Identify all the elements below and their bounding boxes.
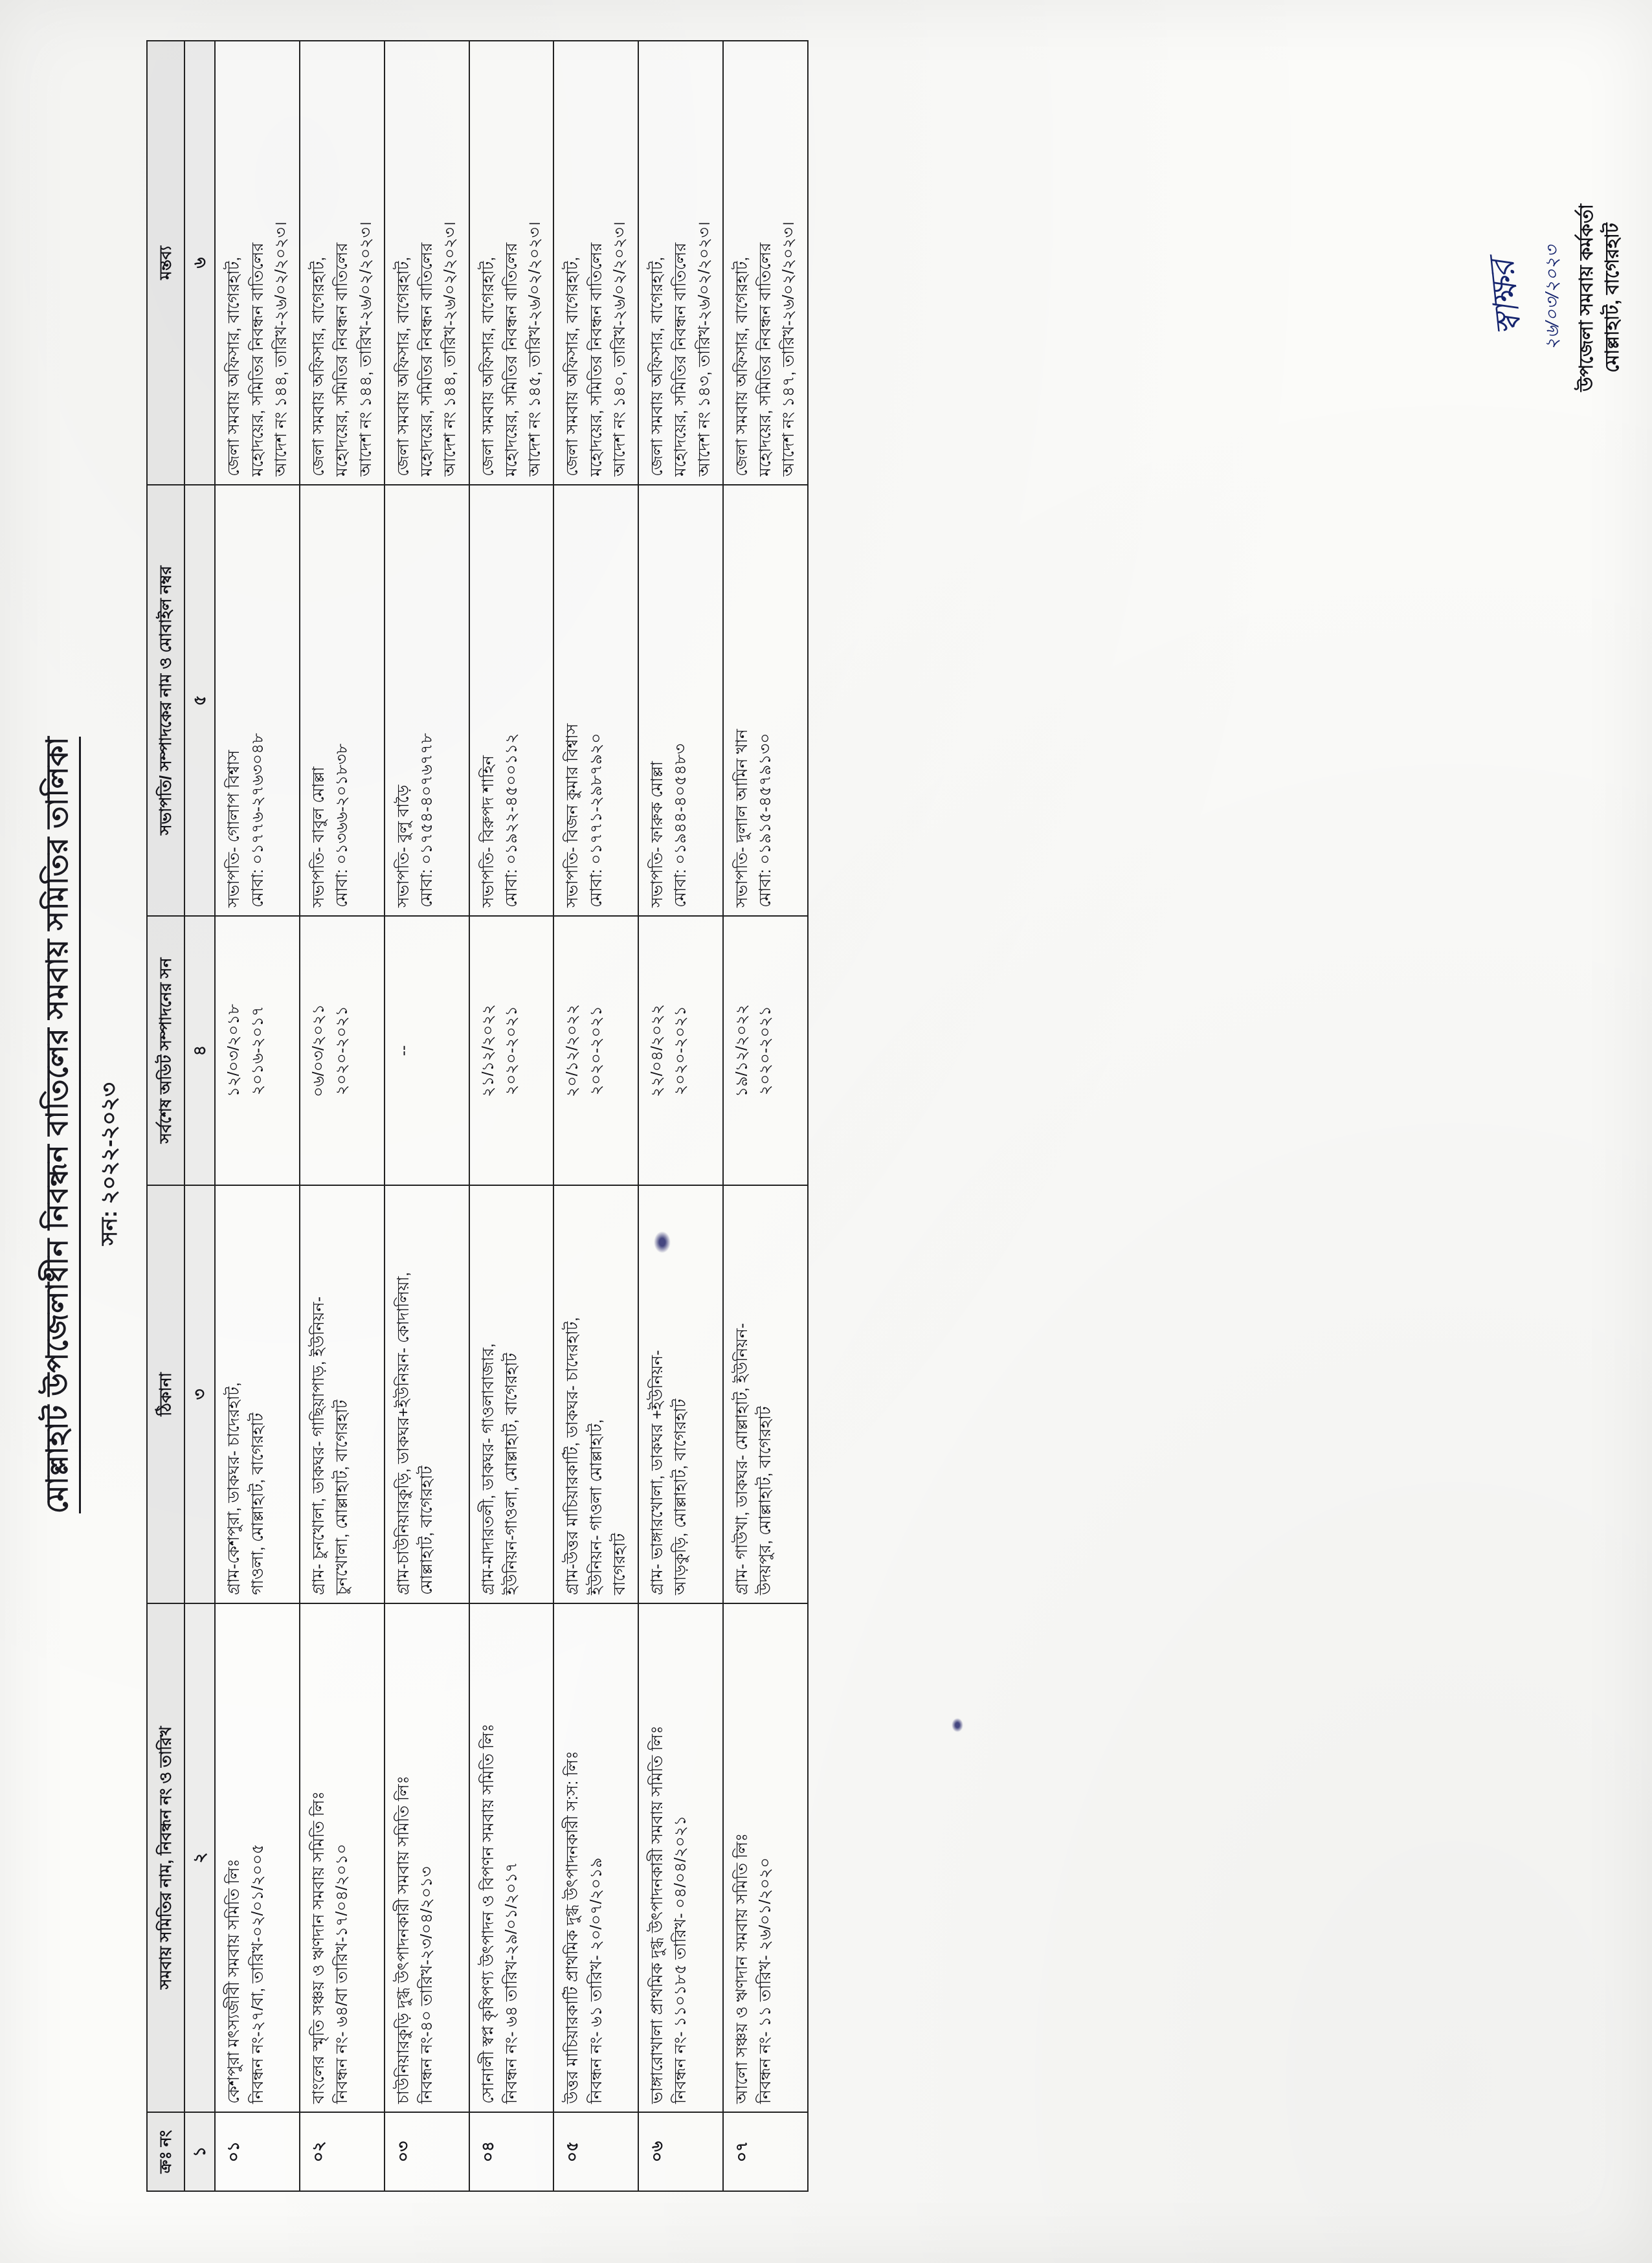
president-mobile-line: মোবা: ০১৯২২-৪৫০০১১২ (502, 733, 520, 908)
society-reg-line: নিবন্ধন নং- ৬৪/বা তারিখ-১৭/০৪/২০১০ (333, 1844, 352, 2104)
cell-president (215, 485, 300, 916)
page-title: মোল্লাহাট উপজেলাধীন নিবন্ধন বাতিলের সমবায় সমিতির তালিকা (39, 737, 81, 1514)
colnum-1: ১ (184, 2112, 216, 2191)
remark-line: মহোদয়ের, সমিতির নিবন্ধন বাতিলের (756, 242, 775, 476)
address-line: চুনখোলা, মোল্লাহাট, বাগেরহাট (333, 1399, 352, 1595)
president-name-line: সভাপতি- ফারুক মোল্লা (648, 761, 667, 908)
cell-serial: ০৭ (723, 2112, 808, 2191)
audit-year-line: ২০১৬-২০১৭ (248, 1005, 267, 1096)
society-name-line: সোনালী স্বপ্ন কৃষিপণ্য উৎপাদন ও বিপণন সমবায় সমিতি লিঃ (478, 1723, 497, 2104)
society-reg-line: নিবন্ধন নং- ৬১ তারিখ- ২০/০৭/২০১৯ (586, 1857, 605, 2104)
cell-serial: ০৩ (385, 2112, 469, 2191)
cell-society-name (723, 1603, 808, 2112)
society-name-line: চাউনিয়ারকুড়ি দুগ্ধ উৎপাদনকারী সমবায় সমিতি লিঃ (394, 1776, 412, 2104)
remark-line: আদেশ নং ১৪০, তারিখ-২৬/০২/২০২৩। (610, 221, 629, 476)
cell-remarks (215, 41, 300, 485)
header-row (147, 41, 184, 2191)
cell-serial: ০৫ (553, 2112, 638, 2191)
remark-line: জেলা সমবায় অফিসার, বাগেরহাট, (648, 256, 667, 476)
address-line: উদয়পুর, মোল্লাহাট, বাগেরহাট (756, 1406, 775, 1595)
president-name-line: সভাপতি- বাবুল মোল্লা (309, 766, 328, 908)
cell-president (553, 485, 638, 916)
table-row (723, 41, 808, 2191)
signature-block (1479, 97, 1626, 498)
cell-serial: ০২ (300, 2112, 385, 2191)
colnum-2: ২ (184, 1603, 216, 2112)
cell-society-name (638, 1603, 723, 2112)
cell-last-audit (300, 916, 385, 1185)
cell-society-name (215, 1603, 300, 2112)
colnum-3: ৩ (184, 1185, 216, 1603)
remark-line: জেলা সমবায় অফিসার, বাগেরহাট, (225, 256, 243, 476)
cell-serial: ০১ (215, 2112, 300, 2191)
president-mobile-line: মোবা: ০১৭৭৬-২৭৬৩০৪৮ (248, 733, 267, 908)
cell-address (553, 1185, 638, 1603)
cell-society-name (300, 1603, 385, 2112)
address-line: গ্রাম-চাউনিয়ারকুড়ি, ডাকঘর+ইউনিয়ন- কোদালিয়া, (394, 1272, 412, 1595)
cell-address (638, 1185, 723, 1603)
table-row (385, 41, 469, 2191)
cell-address (300, 1185, 385, 1603)
audit-date-line: ২১/১২/২০২২ (478, 1004, 497, 1097)
ink-smudge (952, 1718, 963, 1732)
audit-date-line: ২২/০৪/২০২২ (648, 1004, 667, 1097)
table-row (300, 41, 385, 2191)
header-society-name: সমবায় সমিতির নাম, নিবন্ধন নং ও তারিখ (147, 1603, 184, 2112)
president-name-line: সভাপতি- বিরুপদ শাহিন (478, 755, 497, 908)
president-name-line: সভাপতি- বিজন কুমার বিশ্বাস (563, 723, 582, 908)
audit-date-line: ১২/০৩/২০১৮ (225, 1004, 243, 1097)
address-line: ইউনিয়ন- গাওলা মোল্লাহাট, (586, 1419, 605, 1595)
audit-year-line: ২০২০-২০২১ (756, 1005, 775, 1096)
audit-year-line: ২০২০-২০২১ (671, 1005, 690, 1096)
header-last-audit: সর্বশেষ অডিট সম্পাদনের সন (147, 916, 184, 1185)
president-mobile-line: মোবা: ০১৯১৫-৪৫৭৯১৩০ (756, 733, 775, 908)
header-remarks: মন্তব্য (147, 41, 184, 485)
remark-line: মহোদয়ের, সমিতির নিবন্ধন বাতিলের (586, 242, 605, 476)
address-line: আড়কুড়ি, মোল্লাহাট, বাগেরহাট (671, 1399, 690, 1595)
table-head (147, 41, 216, 2191)
society-name-line: আলো সঞ্চয় ও ঋণদান সমবায় সমিতি লিঃ (732, 1833, 751, 2104)
remark-line: আদেশ নং ১৪৩, তারিখ-২৬/০২/২০২৩। (695, 221, 713, 476)
address-line: গ্রাম-কেশপুরা, ডাকঘর- চাদেরহাট, (225, 1382, 243, 1595)
president-name-line: সভাপতি- গোলাপ বিশ্বাস (225, 750, 243, 908)
society-reg-line: নিবন্ধন নং- ১১ তারিখ- ২৬/০১/২০২০ (756, 1857, 775, 2104)
cell-remarks (300, 41, 385, 485)
column-number-row (184, 41, 216, 2191)
header-serial: ক্রঃ নং (147, 2112, 184, 2191)
cell-society-name (469, 1603, 554, 2112)
president-mobile-line: মোবা: ০১৭৭১-২৯৮৭৯২০ (586, 733, 605, 908)
remark-line: জেলা সমবায় অফিসার, বাগেরহাট, (563, 256, 582, 476)
address-line: ইউনিয়ন-গাওলা, মোল্লাহাট, বাগেরহাট (502, 1353, 520, 1595)
audit-year-line: ২০২০-২০২১ (502, 1005, 520, 1096)
society-reg-line: নিবন্ধন নং- ৬৪ তারিখ-২৯/০১/২০১৭ (502, 1862, 520, 2104)
society-name-line: কেশপুরা মৎস্যজীবী সমবায় সমিতি লিঃ (225, 1858, 243, 2104)
signature-date: ২৬/০৩/২০২৩ (1541, 245, 1562, 350)
address-line: গ্রাম- গাউখা, ডাকঘর- মোল্লাহাট, ইউনিয়ন- (732, 1322, 751, 1595)
table-row (469, 41, 554, 2191)
remark-line: জেলা সমবায় অফিসার, বাগেরহাট, (394, 256, 412, 476)
cell-president (300, 485, 385, 916)
president-mobile-line: মোবা: ০১৩৬৬-২০১৮৩৮ (333, 743, 352, 908)
audit-date-line: ২০/১২/২০২২ (563, 1004, 582, 1097)
address-line: গ্রাম-মাদারতলী, ডাকঘর- গাওলাবাজার, (478, 1343, 497, 1595)
society-name-line: ভাঙ্গারোখালা প্রাথমিক দুগ্ধ উৎপাদনকারী সমবায় সমিতি লিঃ (648, 1725, 667, 2104)
cell-society-name (553, 1603, 638, 2112)
table-row (215, 41, 300, 2191)
remark-line: আদেশ নং ১৪৫, তারিখ-২৬/০২/২০২৩। (526, 221, 544, 476)
society-reg-line: নিবন্ধন নং- ১১০১৮৫ তারিখ- ০৪/০৪/২০২১ (671, 1815, 690, 2104)
remark-line: আদেশ নং ১৪৭, তারিখ-২৬/০২/২০২৩। (779, 221, 798, 476)
header-address: ঠিকানা (147, 1185, 184, 1603)
president-name-line: সভাপতি- দুলাল আমিন খান (732, 729, 751, 908)
cell-last-audit (215, 916, 300, 1185)
signatory-designation-line1: উপজেলা সমবায় কর্মকর্তা (1576, 204, 1597, 392)
remark-line: মহোদয়ের, সমিতির নিবন্ধন বাতিলের (502, 242, 520, 476)
audit-date-line: ০৬/০৩/২০২১ (309, 1004, 328, 1097)
remark-line: মহোদয়ের, সমিতির নিবন্ধন বাতিলের (248, 242, 267, 476)
cell-last-audit (385, 916, 469, 1185)
cell-address (215, 1185, 300, 1603)
address-line: গ্রাম-উত্তর মাচিয়ারকাটি, ডাকঘর- চাদেরহাট, (563, 1317, 582, 1595)
cell-serial: ০৪ (469, 2112, 554, 2191)
society-name-line: বাংলের স্মৃতি সঞ্চয় ও ঋণদান সমবায় সমিতি লিঃ (309, 1791, 328, 2104)
cell-remarks (638, 41, 723, 485)
president-mobile-line: মোবা: ০১৭৫৪-৪০৭৬৭৭৮ (418, 733, 436, 908)
society-name-line: উত্তর মাচিয়ারকাটি প্রাথমিক দুগ্ধ উৎপাদনকারী স:স: লিঃ (563, 1750, 582, 2104)
cell-address (723, 1185, 808, 1603)
table-body (215, 41, 807, 2191)
audit-date-line: ১৯/১২/২০২২ (732, 1004, 751, 1097)
society-reg-line: নিবন্ধন নং-৪০ তারিখ-২৩/০৪/২০১৩ (418, 1866, 436, 2104)
cell-society-name (385, 1603, 469, 2112)
table-row (638, 41, 723, 2191)
colnum-4: ৪ (184, 916, 216, 1185)
signatory-designation-line2: মোল্লাহাট, বাগেরহাট (1602, 223, 1624, 373)
cell-last-audit (638, 916, 723, 1185)
cell-last-audit (469, 916, 554, 1185)
remark-line: জেলা সমবায় অফিসার, বাগেরহাট, (478, 256, 497, 476)
cell-president (723, 485, 808, 916)
remark-line: মহোদয়ের, সমিতির নিবন্ধন বাতিলের (333, 242, 352, 476)
header-president-secretary: সভাপতি/ সম্পাদকের নাম ও মোবাইল নম্বর (147, 485, 184, 916)
registration-cancellation-table (146, 40, 809, 2192)
cell-president (638, 485, 723, 916)
colnum-5: ৫ (184, 485, 216, 916)
cell-remarks (385, 41, 469, 485)
remark-line: আদেশ নং ১৪৪, তারিখ-২৬/০২/২০২৩। (271, 221, 290, 476)
remark-line: মহোদয়ের, সমিতির নিবন্ধন বাতিলের (418, 242, 436, 476)
society-reg-line: নিবন্ধন নং-২৭/বা, তারিখ-০২/০১/২০০৫ (248, 1844, 267, 2104)
table-row (553, 41, 638, 2191)
address-line: গাওলা, মোল্লাহাট, বাগেরহাট (248, 1412, 267, 1595)
cell-remarks (469, 41, 554, 485)
colnum-6: ৬ (184, 41, 216, 485)
cell-remarks (553, 41, 638, 485)
cell-last-audit (723, 916, 808, 1185)
remark-line: জেলা সমবায় অফিসার, বাগেরহাট, (732, 256, 751, 476)
president-mobile-line: মোবা: ০১৯৪৪-৪০৫৪৮৩ (671, 743, 690, 908)
remark-line: জেলা সমবায় অফিসার, বাগেরহাট, (309, 256, 328, 476)
cell-address (385, 1185, 469, 1603)
remark-line: আদেশ নং ১৪৪, তারিখ-২৬/০২/২০২৩। (356, 221, 375, 476)
audit-year-line: ২০২০-২০২১ (333, 1005, 352, 1096)
audit-date-line: -- (394, 1045, 412, 1056)
cell-remarks (723, 41, 808, 485)
page-subtitle: সন: ২০২২-২০২৩ (96, 1082, 122, 1245)
cell-president (385, 485, 469, 916)
address-line: গ্রাম- ভাঙ্গারখোলা, ডাকঘর +ইউনিয়ন- (648, 1350, 667, 1595)
president-name-line: সভাপতি- বুলু বাড়ৈ (394, 785, 412, 908)
cell-president (469, 485, 554, 916)
cell-serial: ০৬ (638, 2112, 723, 2191)
remark-line: মহোদয়ের, সমিতির নিবন্ধন বাতিলের (671, 242, 690, 476)
handwritten-signature: স্বাক্ষর (1480, 258, 1530, 338)
cell-address (469, 1185, 554, 1603)
title-block (39, 58, 81, 2192)
cell-last-audit (553, 916, 638, 1185)
address-line: বাগেরহাট (610, 1533, 629, 1595)
remark-line: আদেশ নং ১৪৪, তারিখ-২৬/০২/২০২৩। (441, 221, 460, 476)
address-line: মোল্লাহাট, বাগেরহাট (418, 1466, 436, 1595)
address-line: গ্রাম- চুনখোলা, ডাকঘর- গাছিয়াপাড়, ইউনিয়ন- (309, 1296, 328, 1595)
audit-year-line: ২০২০-২০২১ (586, 1005, 605, 1096)
